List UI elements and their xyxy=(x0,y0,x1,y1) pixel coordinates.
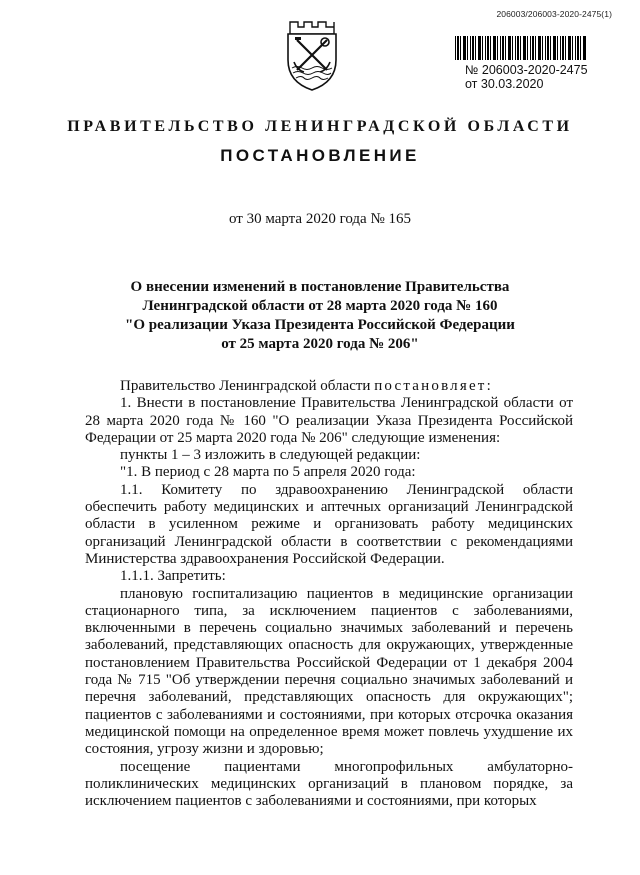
registration-date: от 30.03.2020 xyxy=(465,77,544,91)
preamble-paragraph xyxy=(85,378,573,395)
body-paragraph: 1.1. Комитету по здравоохранению Ленинградской области обеспечить работу медицинских и аптечных организаций Ленинградской области в усиленном режиме и организовать работу медицинских организаций Ленинградской области в соответствии с рекомендациями Министерства здравоохранения Российской Федерации. xyxy=(85,481,573,567)
body-paragraph: 1. Внести в постановление Правительства Ленинградской области от 28 марта 2020 года № 160 "О реализации Указа Президента Российской Федерации от 25 марта 2020 года № 206" следующие изменения: xyxy=(85,395,573,446)
body-paragraph: посещение пациентами многопрофильных амбулаторно-поликлинических медицинских организаций в плановом порядке, за исключением пациентов с заболеваниями и состояниями, при которых xyxy=(85,758,573,810)
preamble-colon: : xyxy=(486,378,491,394)
decree-date-number: от 30 марта 2020 года № 165 xyxy=(228,211,412,227)
government-title: ПРАВИТЕЛЬСТВО ЛЕНИНГРАДСКОЙ ОБЛАСТИ xyxy=(67,118,573,135)
registration-number: № 206003-2020-2475 xyxy=(465,63,588,77)
decree-subject xyxy=(100,278,540,354)
document-id: 206003/206003-2020-2475(1) xyxy=(496,9,612,19)
preamble-text: Правительство Ленинградской области xyxy=(120,378,375,394)
body-paragraph: пункты 1 – 3 изложить в следующей редакции: xyxy=(120,447,421,464)
document-type: ПОСТАНОВЛЕНИЕ xyxy=(220,146,420,165)
decree-body xyxy=(85,378,573,810)
subject-line: от 25 марта 2020 года № 206" xyxy=(221,336,419,352)
subject-line: О внесении изменений в постановление Правительства xyxy=(130,279,510,295)
resolves-word: постановляет xyxy=(374,378,487,394)
barcode xyxy=(455,36,587,60)
subject-line: Ленинградской области от 28 марта 2020 года № 160 xyxy=(142,298,498,314)
coat-of-arms-emblem xyxy=(283,18,341,92)
body-paragraph: "1. В период с 28 марта по 5 апреля 2020 года: xyxy=(120,464,416,481)
body-paragraph: 1.1.1. Запретить: xyxy=(120,568,226,585)
subject-line: "О реализации Указа Президента Российской Федерации xyxy=(125,317,515,333)
body-paragraph: плановую госпитализацию пациентов в медицинские организации стационарного типа, за исключением пациентов с заболеваниями, включенными в перечень социально значимых заболеваний и перечень заболеваний, представляющих опасность для окружающих, утвержденные постановлением Правительства Российской Федерации от 1 декабря 2004 года № 715 "Об утверждении перечня социально значимых заболеваний и перечня заболеваний, представляющих опасность для окружающих"; пациентов с заболеваниями и состояниями, при которых отсрочка оказания медицинской помощи на определенное время может повлечь ухудшение их состояния, угрозу жизни и здоровью; xyxy=(85,585,573,758)
